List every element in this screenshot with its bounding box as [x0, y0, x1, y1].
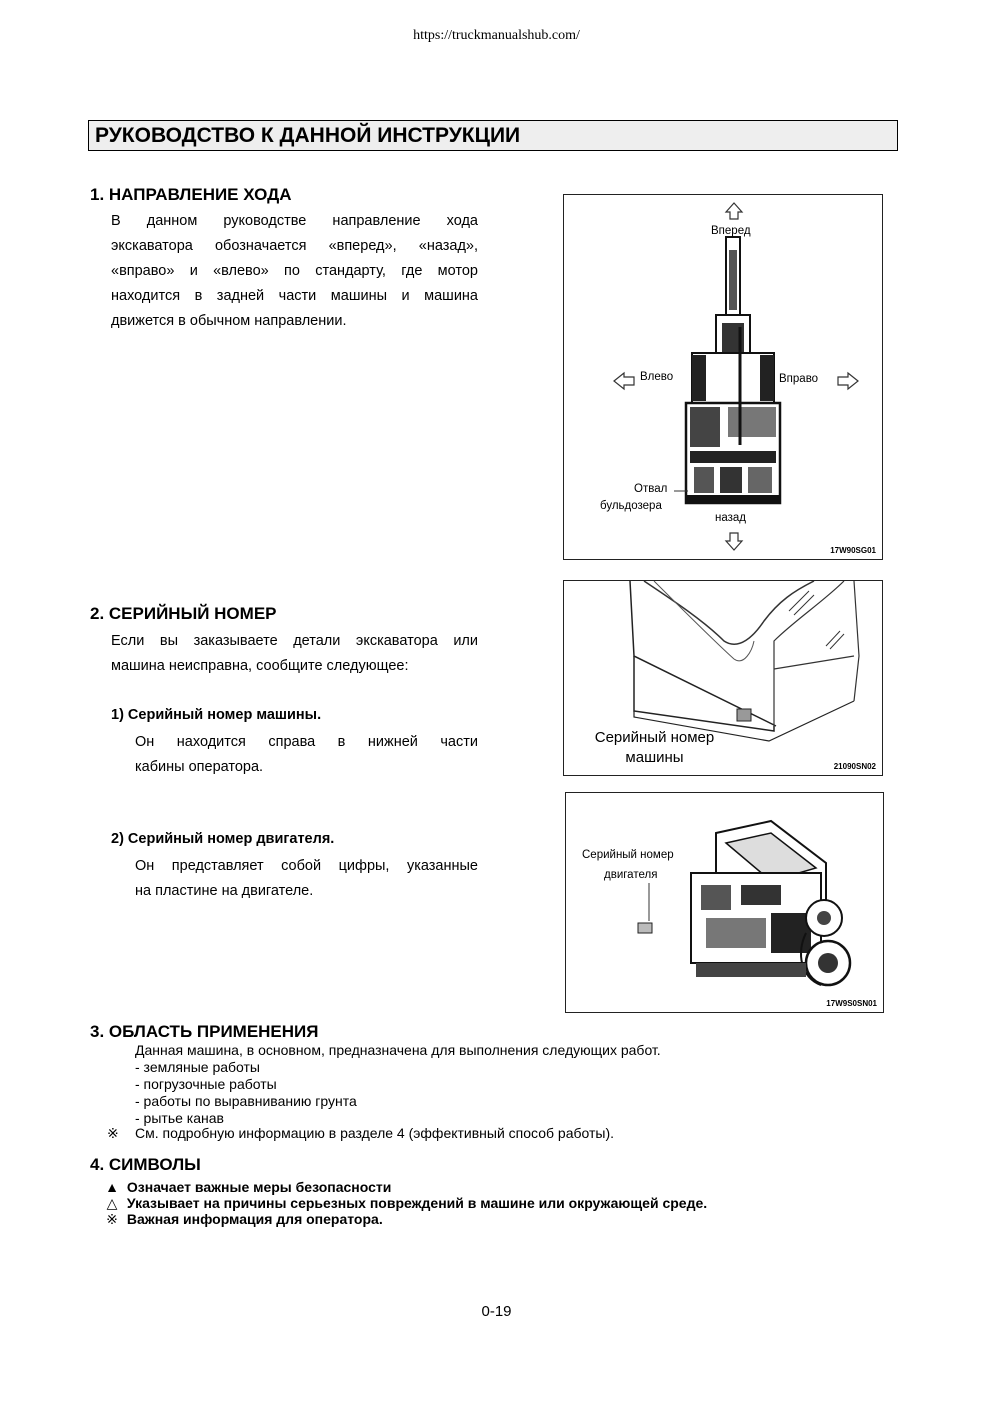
symbol-text: Важная информация для оператора.: [126, 1211, 383, 1227]
left-label: Влево: [640, 371, 674, 383]
blade-label-line2: бульдозера: [600, 500, 662, 512]
item2-heading: 2) Серийный номер двигателя.: [111, 831, 335, 847]
warning-outline-icon: △: [106, 1195, 118, 1211]
section2-heading: 2. СЕРИЙНЫЙ НОМЕР: [90, 604, 277, 623]
item1-text: [135, 730, 478, 780]
application-item: - работы по выравниванию грунта: [135, 1093, 357, 1109]
section4-heading: 4. СИМВОЛЫ: [90, 1155, 201, 1174]
section3-heading: 3. ОБЛАСТЬ ПРИМЕНЕНИЯ: [90, 1022, 319, 1041]
cab-serial-label-line2: машины: [625, 749, 684, 766]
item1-line: кабины оператора.: [135, 759, 264, 775]
cab-serial-label-line1: Серийный номер: [594, 729, 715, 746]
item2-line: на пластине на двигателе.: [135, 883, 314, 899]
page-number: 0-19: [481, 1303, 512, 1320]
engine-serial-label-line1: Серийный номер: [582, 849, 674, 861]
section3-intro: Данная машина, в основном, предназначена для выполнения следующих работ.: [135, 1042, 661, 1058]
engine-illustration: [566, 793, 882, 1011]
section2-intro: [111, 629, 478, 679]
right-label: Вправо: [779, 373, 819, 385]
symbol-row: [101, 1211, 707, 1227]
figure1-code: 17W90SG01: [830, 546, 876, 555]
figure3-code: 17W9S0SN01: [826, 999, 877, 1008]
section2-intro-line: Если вы заказываете детали экскаватора или: [111, 633, 478, 649]
section1-heading: 1. НАПРАВЛЕНИЕ ХОДА: [90, 185, 292, 204]
symbol-text: Означает важные меры безопасности: [126, 1179, 392, 1195]
item2-text: [135, 854, 478, 904]
symbols-list: [101, 1179, 707, 1227]
engine-serial-label-line2: двигателя: [604, 869, 658, 881]
back-label: назад: [715, 512, 746, 524]
cab-serial-label: [582, 728, 727, 768]
section1-line: экскаватора обозначается «вперед», «назад»,: [111, 238, 478, 254]
section1-line: «вправо» и «влево» по стандарту, где мотор: [111, 263, 478, 279]
back-arrow-icon: [726, 533, 742, 550]
application-item: - земляные работы: [135, 1059, 260, 1075]
symbol-text: Указывает на причины серьезных повреждений в машине или окружающей среде.: [126, 1195, 708, 1211]
page-title-bar: [88, 120, 898, 151]
item2-line: Он представляет собой цифры, указанные: [135, 858, 478, 874]
item1-heading: 1) Серийный номер машины.: [111, 707, 322, 723]
section1-line: находится в задней части машины и машина: [111, 288, 478, 304]
section1-line: В данном руководстве направление хода: [111, 213, 478, 229]
left-arrow-icon: [614, 373, 634, 389]
engine-serial-figure: [565, 792, 884, 1013]
symbol-row: [101, 1195, 707, 1211]
application-item: - погрузочные работы: [135, 1076, 277, 1092]
reference-note-glyph: ※: [107, 1125, 119, 1141]
source-url[interactable]: https://truckmanualshub.com/: [413, 28, 580, 43]
right-arrow-icon: [838, 373, 858, 389]
section1-text: [111, 209, 478, 334]
forward-label: Вперед: [711, 225, 751, 237]
section2-intro-line: машина неисправна, сообщите следующее:: [111, 658, 409, 674]
item1-line: Он находится справа в нижней части: [135, 734, 478, 750]
blade-label-line1: Отвал: [634, 483, 668, 495]
application-item: - рытье канав: [135, 1110, 224, 1126]
cab-serial-figure: [563, 580, 883, 776]
figure2-code: 21090SN02: [833, 762, 876, 771]
warning-filled-icon: ▲: [105, 1179, 119, 1195]
page-title: РУКОВОДСТВО К ДАННОЙ ИНСТРУКЦИИ: [95, 124, 521, 147]
travel-direction-figure: [563, 194, 883, 560]
section3-list: [135, 1059, 357, 1127]
reference-note: См. подробную информацию в разделе 4 (эффективный способ работы).: [135, 1125, 615, 1141]
forward-arrow-icon: [726, 203, 742, 219]
reference-mark-icon: ※: [106, 1211, 118, 1227]
symbol-row: [101, 1179, 707, 1195]
section1-line: движется в обычном направлении.: [111, 313, 347, 329]
